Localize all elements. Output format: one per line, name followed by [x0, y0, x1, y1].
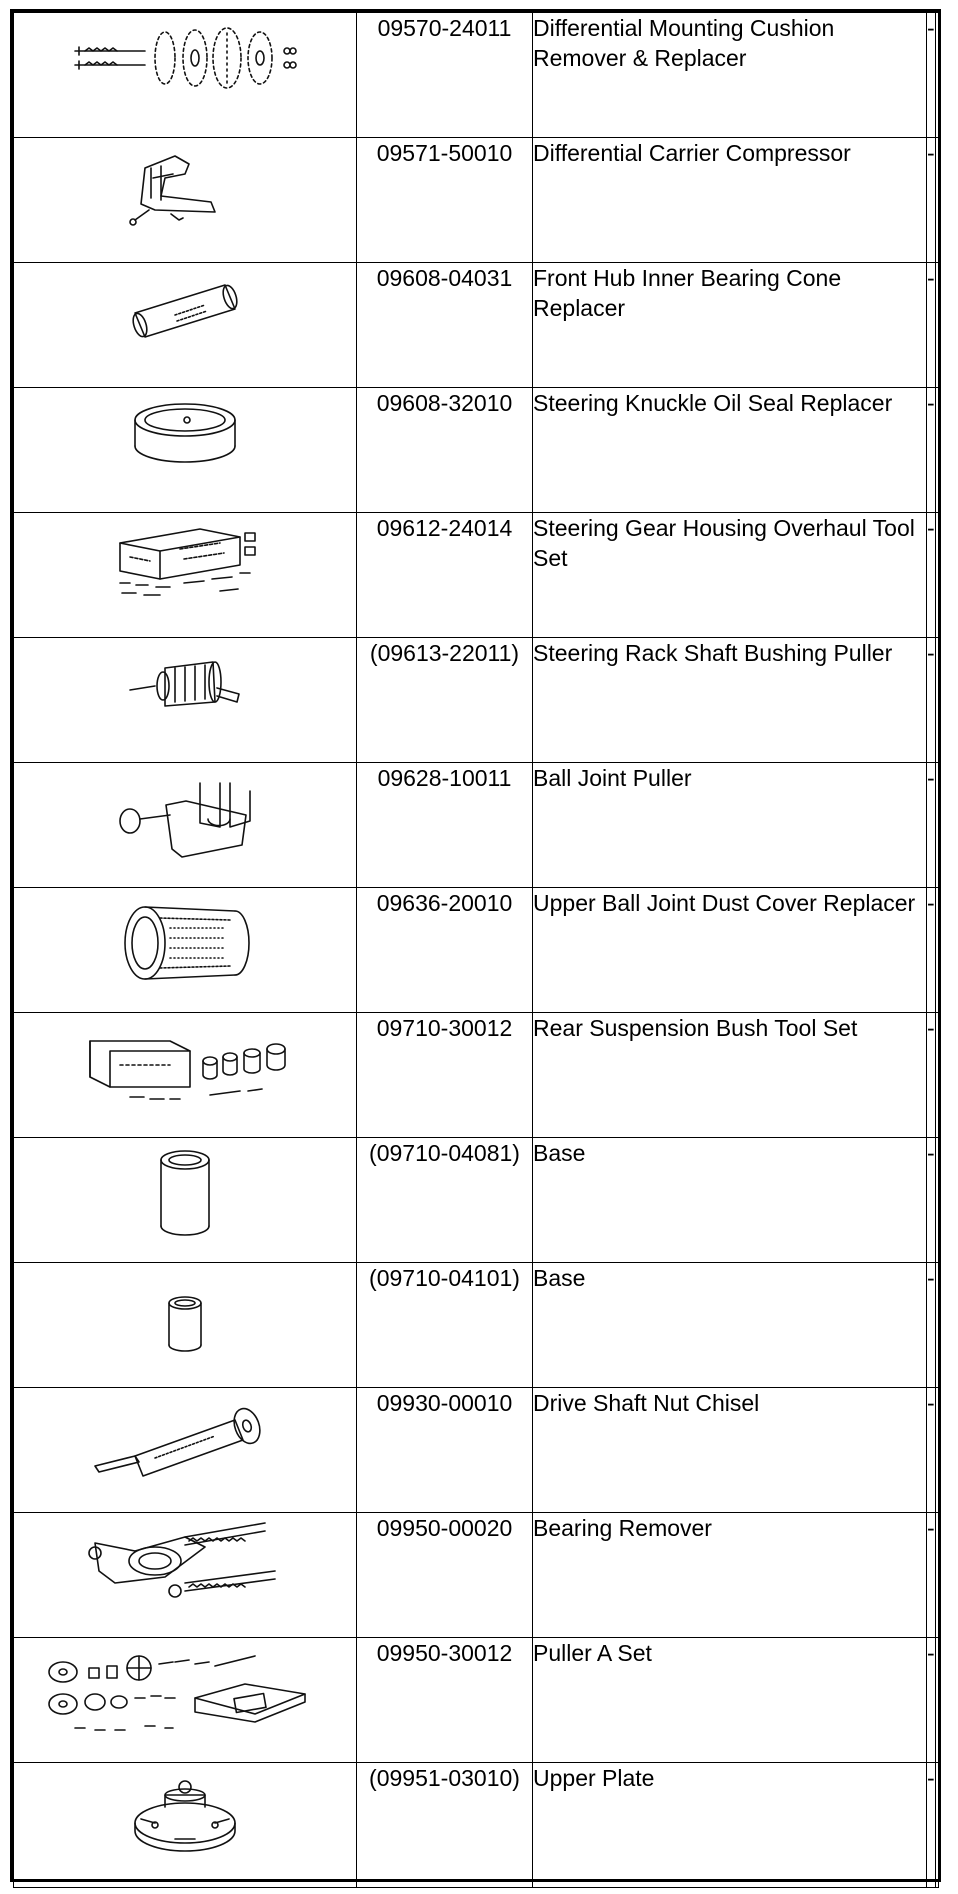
tool-name: Steering Gear Housing Overhaul Tool Set: [533, 513, 927, 638]
table-row: [14, 263, 939, 388]
tool-name: Puller A Set: [533, 1638, 927, 1763]
table-row: [14, 138, 939, 263]
edge-cell: [936, 1138, 939, 1263]
remark-cell: -: [927, 1263, 936, 1388]
tool-name: Base: [533, 1263, 927, 1388]
tool-name: Bearing Remover: [533, 1513, 927, 1638]
carrier-compressor-icon: [105, 138, 265, 248]
cushion-remover-set-icon: [55, 13, 315, 103]
bush-tool-set-icon: [70, 1013, 300, 1113]
edge-cell: [936, 513, 939, 638]
tool-illustration-cell: [14, 13, 357, 138]
tool-table-page: [10, 9, 941, 1882]
part-number: 09710-30012: [357, 1013, 533, 1138]
part-number: 09612-24014: [357, 513, 533, 638]
remark-cell: -: [927, 763, 936, 888]
tool-name: Upper Ball Joint Dust Cover Replacer: [533, 888, 927, 1013]
remark-cell: -: [927, 1638, 936, 1763]
tool-name: Upper Plate: [533, 1763, 927, 1888]
part-number: 09636-20010: [357, 888, 533, 1013]
edge-cell: [936, 1388, 939, 1513]
part-number: 09608-32010: [357, 388, 533, 513]
tool-illustration-cell: [14, 1013, 357, 1138]
table-row: [14, 13, 939, 138]
overhaul-tool-set-icon: [100, 513, 270, 613]
tool-name: Rear Suspension Bush Tool Set: [533, 1013, 927, 1138]
remark-cell: -: [927, 263, 936, 388]
puller-set-icon: [35, 1638, 335, 1748]
part-number: 09608-04031: [357, 263, 533, 388]
nut-chisel-icon: [75, 1388, 295, 1488]
bearing-remover-icon: [65, 1513, 305, 1613]
table-row: [14, 1763, 939, 1888]
remark-cell: -: [927, 1138, 936, 1263]
part-number: (09710-04081): [357, 1138, 533, 1263]
cone-replacer-icon: [105, 263, 265, 353]
edge-cell: [936, 638, 939, 763]
table-row: [14, 1388, 939, 1513]
tool-name: Base: [533, 1138, 927, 1263]
table-row: [14, 388, 939, 513]
remark-cell: -: [927, 1013, 936, 1138]
tool-illustration-cell: [14, 1388, 357, 1513]
table-row: [14, 1638, 939, 1763]
remark-cell: -: [927, 1513, 936, 1638]
table-row: [14, 513, 939, 638]
remark-cell: -: [927, 138, 936, 263]
dust-cover-replacer-icon: [100, 888, 270, 998]
tool-name: Steering Rack Shaft Bushing Puller: [533, 638, 927, 763]
base-large-icon: [125, 1138, 245, 1248]
special-tools-table: [13, 12, 939, 1888]
edge-cell: [936, 1763, 939, 1888]
tool-illustration-cell: [14, 1513, 357, 1638]
tool-illustration-cell: [14, 763, 357, 888]
part-number: 09570-24011: [357, 13, 533, 138]
table-row: [14, 763, 939, 888]
tool-name: Differential Carrier Compressor: [533, 138, 927, 263]
tool-illustration-cell: [14, 263, 357, 388]
tool-name: Differential Mounting Cushion Remover & Replacer: [533, 13, 927, 138]
remark-cell: -: [927, 13, 936, 138]
part-number: 09930-00010: [357, 1388, 533, 1513]
part-number: 09950-00020: [357, 1513, 533, 1638]
tool-illustration-cell: [14, 138, 357, 263]
part-number: (09613-22011): [357, 638, 533, 763]
edge-cell: [936, 1513, 939, 1638]
table-row: [14, 638, 939, 763]
remark-cell: -: [927, 888, 936, 1013]
edge-cell: [936, 263, 939, 388]
part-number: (09951-03010): [357, 1763, 533, 1888]
edge-cell: [936, 13, 939, 138]
edge-cell: [936, 1013, 939, 1138]
part-number: (09710-04101): [357, 1263, 533, 1388]
edge-cell: [936, 388, 939, 513]
remark-cell: -: [927, 638, 936, 763]
bushing-puller-icon: [105, 638, 265, 728]
base-small-icon: [125, 1263, 245, 1373]
tool-illustration-cell: [14, 888, 357, 1013]
part-number: 09628-10011: [357, 763, 533, 888]
table-row: [14, 1263, 939, 1388]
table-row: [14, 1013, 939, 1138]
tool-name: Steering Knuckle Oil Seal Replacer: [533, 388, 927, 513]
tool-illustration-cell: [14, 1763, 357, 1888]
tool-illustration-cell: [14, 638, 357, 763]
table-row: [14, 1138, 939, 1263]
edge-cell: [936, 888, 939, 1013]
part-number: 09571-50010: [357, 138, 533, 263]
tool-illustration-cell: [14, 388, 357, 513]
edge-cell: [936, 1263, 939, 1388]
tool-name: Ball Joint Puller: [533, 763, 927, 888]
remark-cell: -: [927, 388, 936, 513]
table-row: [14, 1513, 939, 1638]
edge-cell: [936, 763, 939, 888]
remark-cell: -: [927, 513, 936, 638]
remark-cell: -: [927, 1763, 936, 1888]
tool-name: Drive Shaft Nut Chisel: [533, 1388, 927, 1513]
edge-cell: [936, 1638, 939, 1763]
tool-name: Front Hub Inner Bearing Cone Replacer: [533, 263, 927, 388]
upper-plate-icon: [105, 1763, 265, 1873]
ball-joint-puller-icon: [100, 763, 270, 873]
oil-seal-replacer-icon: [105, 388, 265, 478]
part-number: 09950-30012: [357, 1638, 533, 1763]
tool-illustration-cell: [14, 1638, 357, 1763]
table-row: [14, 888, 939, 1013]
remark-cell: -: [927, 1388, 936, 1513]
tool-illustration-cell: [14, 1138, 357, 1263]
tool-illustration-cell: [14, 1263, 357, 1388]
tool-illustration-cell: [14, 513, 357, 638]
edge-cell: [936, 138, 939, 263]
